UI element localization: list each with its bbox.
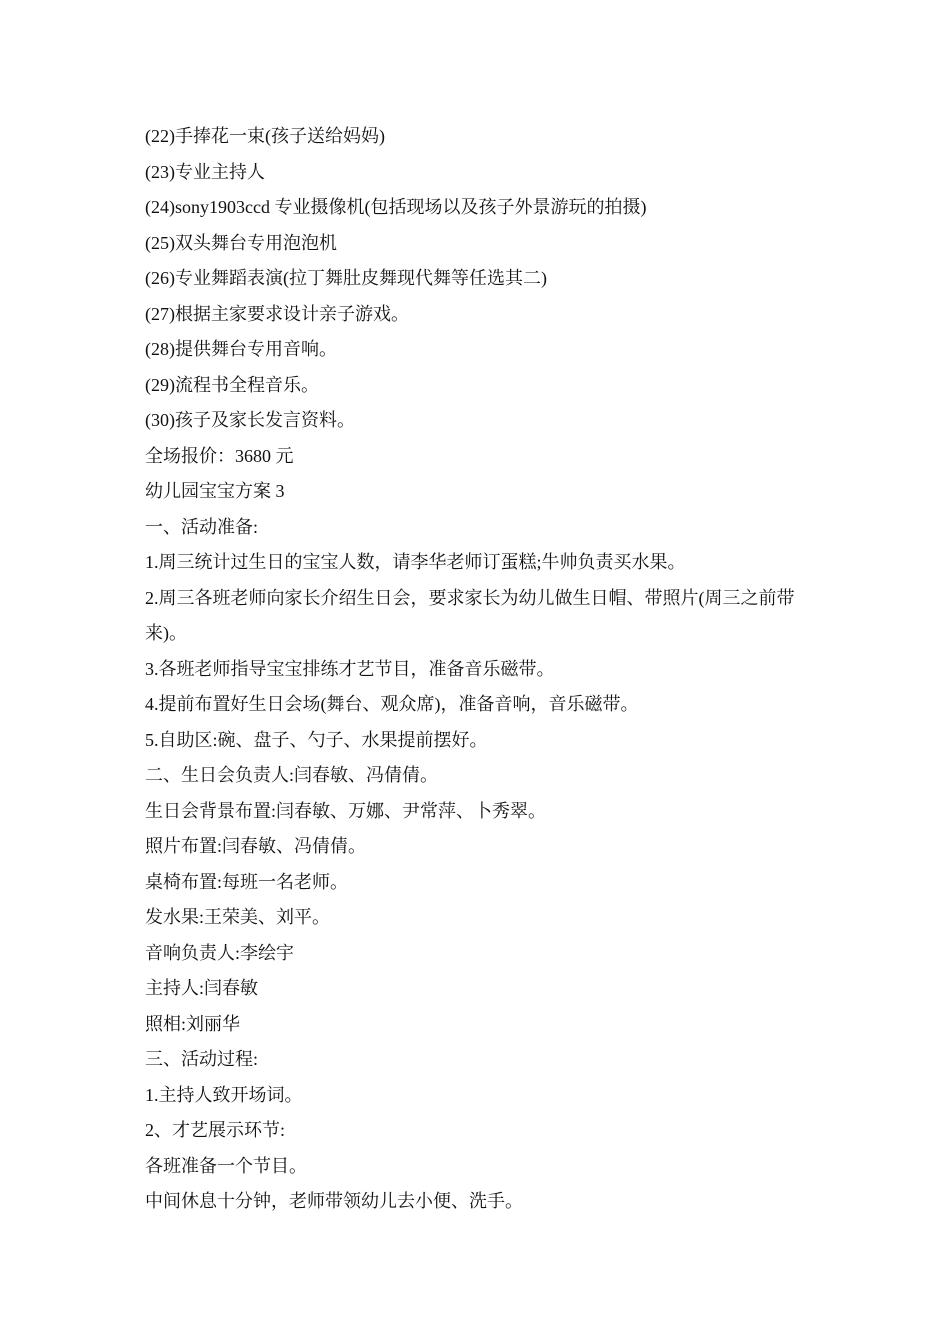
text-line: 音响负责人:李绘宇 — [145, 942, 295, 963]
text-line: (26)专业舞蹈表演(拉丁舞肚皮舞现代舞等任选其二) — [145, 268, 547, 288]
text-line: 5.自助区:碗、盘子、勺子、水果提前摆好。 — [145, 729, 488, 750]
text-paragraph: 2.周三各班老师向家长介绍生日会，要求家长为幼儿做生日帽、带照片(周三之前带来)。 — [145, 587, 795, 643]
section-heading: 三、活动过程: — [145, 1049, 259, 1069]
text-line: (28)提供舞台专用音响。 — [145, 339, 337, 359]
text-line: (30)孩子及家长发言资料。 — [145, 410, 355, 430]
text-line: (25)双头舞台专用泡泡机 — [145, 232, 337, 253]
text-line: 主持人:闫春敏 — [145, 978, 259, 998]
text-line: 桌椅布置:每班一名老师。 — [145, 871, 348, 892]
text-line: 照相:刘丽华 — [145, 1013, 241, 1034]
text-line: (27)根据主家要求设计亲子游戏。 — [145, 303, 409, 324]
text-line: 中间休息十分钟，老师带领幼儿去小便、洗手。 — [145, 1191, 523, 1211]
text-line: 照片布置:闫春敏、冯倩倩。 — [145, 836, 366, 856]
text-line: (24)sony1903ccd 专业摄像机(包括现场以及孩子外景游玩的拍摄) — [145, 197, 647, 217]
section-title: 幼儿园宝宝方案 3 — [145, 481, 285, 501]
section-heading: 二、生日会负责人:闫春敏、冯倩倩。 — [145, 765, 438, 785]
text-line: 1.主持人致开场词。 — [145, 1084, 303, 1105]
text-line: (23)专业主持人 — [145, 161, 265, 182]
section-heading: 一、活动准备: — [145, 516, 259, 537]
text-line: 2、才艺展示环节: — [145, 1120, 286, 1140]
text-line: 1.周三统计过生日的宝宝人数，请李华老师订蛋糕;牛帅负责买水果。 — [145, 552, 686, 572]
text-line: (22)手捧花一束(孩子送给妈妈) — [145, 126, 385, 146]
text-line: 各班准备一个节目。 — [145, 1155, 307, 1176]
text-line: 3.各班老师指导宝宝排练才艺节目，准备音乐磁带。 — [145, 658, 555, 679]
text-line: 生日会背景布置:闫春敏、万娜、尹常萍、卜秀翠。 — [145, 800, 546, 821]
text-line: (29)流程书全程音乐。 — [145, 374, 319, 395]
text-line: 4.提前布置好生日会场(舞台、观众席)，准备音响，音乐磁带。 — [145, 694, 639, 714]
price-line: 全场报价：3680 元 — [145, 445, 294, 466]
text-line: 发水果:王荣美、刘平。 — [145, 907, 330, 927]
document-body — [145, 119, 810, 1220]
